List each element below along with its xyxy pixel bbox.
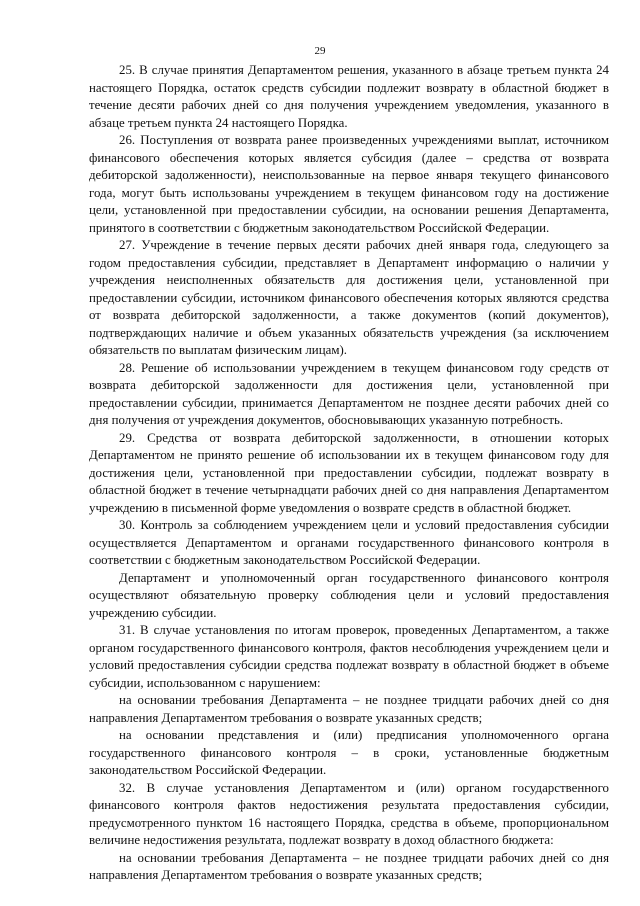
paragraph-clause-31-item-2: на основании представления и (или) предписания уполномоченного органа государственного финансового контроля – в сроки, установленные бюджетным законодательством Российской Федерации. [89, 728, 609, 777]
paragraph-clause-31-item-1: на основании требования Департамента – не позднее тридцати рабочих дней со дня направления Департаментом требования о возврате указанных средств; [89, 693, 609, 725]
paragraph-clause-30-continued: Департамент и уполномоченный орган государственного финансового контроля осуществляют обязательную проверку соблюдения цели и условий предоставления учреждению субсидии. [89, 570, 609, 620]
paragraph-clause-30: 30. Контроль за соблюдением учреждением цели и условий предоставления субсидии осуществляется Департаментом и органами государственного финансового контроля в соответствии с бюджетным законодательством Российской Федерации. [89, 518, 609, 567]
paragraph-clause-28: 28. Решение об использовании учреждением в текущем финансовом году средств от возврата дебиторской задолженности для достижения цели, установленной при предоставлении субсидии, принимается Департаментом не позднее десяти рабочих дней со дня получения от учреждения документов, обосновывающих указанную потребность. [89, 360, 609, 427]
paragraph-clause-27: 27. Учреждение в течение первых десяти рабочих дней января года, следующего за годом предоставления субсидии, представляет в Департамент информацию о наличии у учреждения неисполненных обязательств для достижения цели, установленной при предоставлении субсидии, источником финансового обеспечения которых являются средства от возврата дебиторской задолженности, а также документов (копий документов), подтверждающих наличие и объем указанных обязательств учреждения (за исключением обязательств по выплатам физическим лицам). [89, 238, 609, 357]
paragraph-clause-25: 25. В случае принятия Департаментом решения, указанного в абзаце третьем пункта 24 настоящего Порядка, остаток средств субсидии подлежит возврату в областной бюджет в течение десяти рабочих дней со дня получения учреждением уведомления, указанного в абзаце третьем пункта 24 настоящего Порядка. [89, 63, 609, 130]
paragraph-clause-29: 29. Средства от возврата дебиторской задолженности, в отношении которых Департаментом не принято решение об использовании их в текущем финансовом году для достижения цели, установленной при предоставлении субсидии, подлежат возврату в областной бюджет в течение четырнадцати рабочих дней со дня направления Департаментом учреждению в письменной форме уведомления о возврате средств в областной бюджет. [89, 430, 609, 515]
paragraph-clause-31: 31. В случае установления по итогам проверок, проведенных Департаментом, а также органом государственного финансового контроля, фактов несоблюдения учреждением цели и условий предоставления субсидии средства подлежат возврату в областной бюджет в объеме субсидии, использованном с нарушением: [89, 623, 609, 690]
document-body [89, 62, 609, 885]
page-number: 29 [314, 45, 326, 57]
paragraph-clause-32: 32. В случае установления Департаментом и (или) органом государственного финансового контроля фактов недостижения результата предоставления субсидии, предусмотренного пунктом 16 настоящего Порядка, средства в объеме, пропорциональном величине недостижения результата, подлежат возврату в доход областного бюджета: [89, 780, 609, 847]
paragraph-clause-26: 26. Поступления от возврата ранее произведенных учреждениями выплат, источником финансового обеспечения которых является субсидия (далее – средства от возврата дебиторской задолженности), неиспользованные на первое января текущего финансового года, могут быть использованы учреждением в текущем финансовом году на достижение цели, установленной при предоставлении субсидии, на основании решения Департамента, принятого в соответствии с бюджетным законодательством Российской Федерации. [89, 133, 609, 235]
paragraph-clause-32-item-1: на основании требования Департамента – не позднее тридцати рабочих дней со дня направления Департаментом требования о возврате указанных средств; [89, 850, 609, 882]
